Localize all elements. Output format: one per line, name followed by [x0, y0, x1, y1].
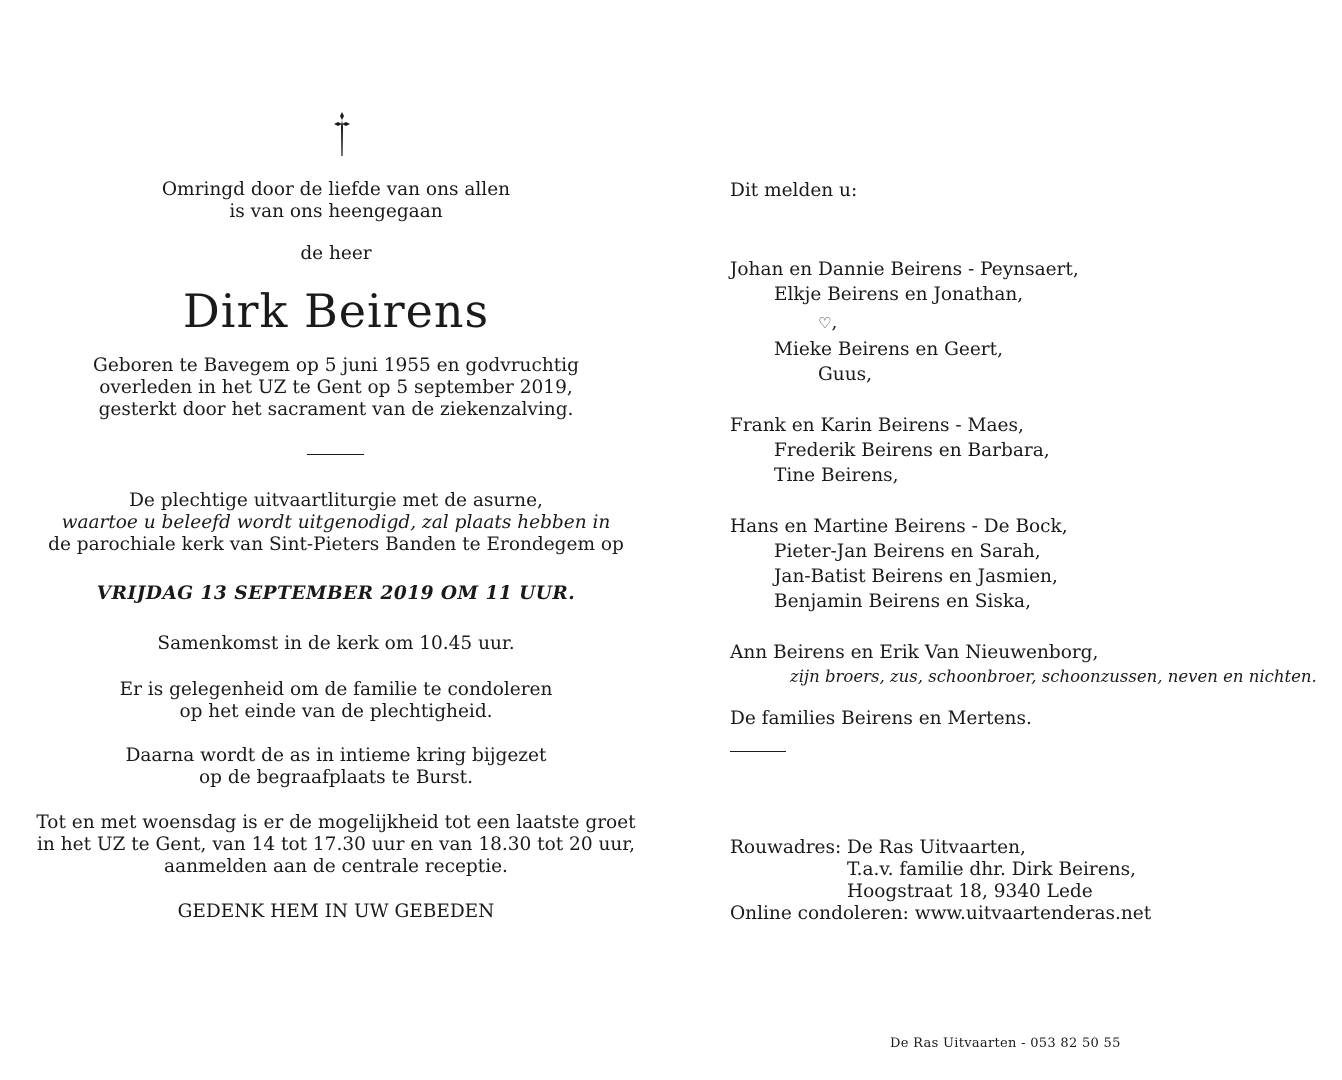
family-line: Pieter-Jan Beirens en Sarah, — [774, 541, 1041, 562]
cross-icon — [332, 110, 352, 158]
address-line-2: T.a.v. familie dhr. Dirk Beirens, — [847, 859, 1136, 880]
gathering-time: Samenkomst in de kerk om 10.45 uur. — [157, 633, 515, 654]
visit-line-3: aanmelden aan de centrale receptie. — [164, 856, 508, 877]
condole-line-2: op het einde van de plechtigheid. — [179, 701, 493, 722]
honorific: de heer — [300, 243, 372, 264]
ashes-line-2: op de begraafplaats te Burst. — [199, 767, 473, 788]
address-line-1: De Ras Uitvaarten, — [847, 837, 1026, 858]
families-line: De families Beirens en Mertens. — [730, 708, 1032, 729]
family-line: Elkje Beirens en Jonathan, — [774, 284, 1024, 305]
birth-line-3: gesterkt door het sacrament van de ziekenzalving. — [98, 399, 574, 420]
family-line: Hans en Martine Beirens - De Bock, — [730, 516, 1068, 537]
deceased-name: Dirk Beirens — [182, 284, 490, 338]
family-line: Guus, — [818, 364, 872, 385]
family-line: Jan-Batist Beirens en Jasmien, — [774, 566, 1058, 587]
condole-line-1: Er is gelegenheid om de familie te condoleren — [119, 679, 553, 700]
address-label: Rouwadres: — [730, 837, 842, 858]
family-line: Frank en Karin Beirens - Maes, — [730, 415, 1024, 436]
family-line: Ann Beirens en Erik Van Nieuwenborg, — [730, 642, 1099, 663]
family-line: Johan en Dannie Beirens - Peynsaert, — [730, 259, 1079, 280]
heart-icon: ♡ — [818, 314, 832, 332]
family-line: Tine Beirens, — [774, 465, 899, 486]
intro-line-1: Omringd door de liefde van ons allen — [161, 179, 511, 200]
announce-heading: Dit melden u: — [730, 180, 858, 201]
funeral-line-2: waartoe u beleefd wordt uitgenodigd, zal plaats hebben in — [61, 512, 611, 533]
heart-line-comma: , — [831, 312, 838, 333]
visit-line-2: in het UZ te Gent, van 14 tot 17.30 uur en van 18.30 tot 20 uur, — [37, 834, 635, 855]
family-line: Benjamin Beirens en Siska, — [774, 591, 1031, 612]
divider — [307, 454, 364, 455]
funeral-line-1: De plechtige uitvaartliturgie met de asurne, — [129, 490, 543, 511]
birth-line-1: Geboren te Bavegem op 5 juni 1955 en godvruchtig — [93, 355, 579, 376]
ashes-line-1: Daarna wordt de as in intieme kring bijgezet — [125, 745, 547, 766]
intro-line-2: is van ons heengegaan — [229, 201, 443, 222]
heart-line — [818, 312, 837, 334]
family-line: Mieke Beirens en Geert, — [774, 339, 1003, 360]
birth-line-2: overleden in het UZ te Gent op 5 september 2019, — [99, 377, 573, 398]
closing-prayer: GEDENK HEM IN UW GEBEDEN — [177, 901, 495, 922]
footer-credit: De Ras Uitvaarten - 053 82 50 55 — [890, 1036, 1121, 1051]
visit-line-1: Tot en met woensdag is er de mogelijkheid tot een laatste groet — [36, 812, 636, 833]
address-line-3: Hoogstraat 18, 9340 Lede — [847, 881, 1093, 902]
funeral-date: VRIJDAG 13 SEPTEMBER 2019 OM 11 UUR. — [96, 583, 576, 604]
funeral-line-3: de parochiale kerk van Sint-Pieters Banden te Erondegem op — [48, 534, 624, 555]
relations-note: zijn broers, zus, schoonbroer, schoonzussen, neven en nichten. — [790, 667, 1317, 686]
online-condolences: Online condoleren: www.uitvaartenderas.net — [730, 903, 1152, 924]
family-line: Frederik Beirens en Barbara, — [774, 440, 1050, 461]
divider — [730, 751, 786, 752]
